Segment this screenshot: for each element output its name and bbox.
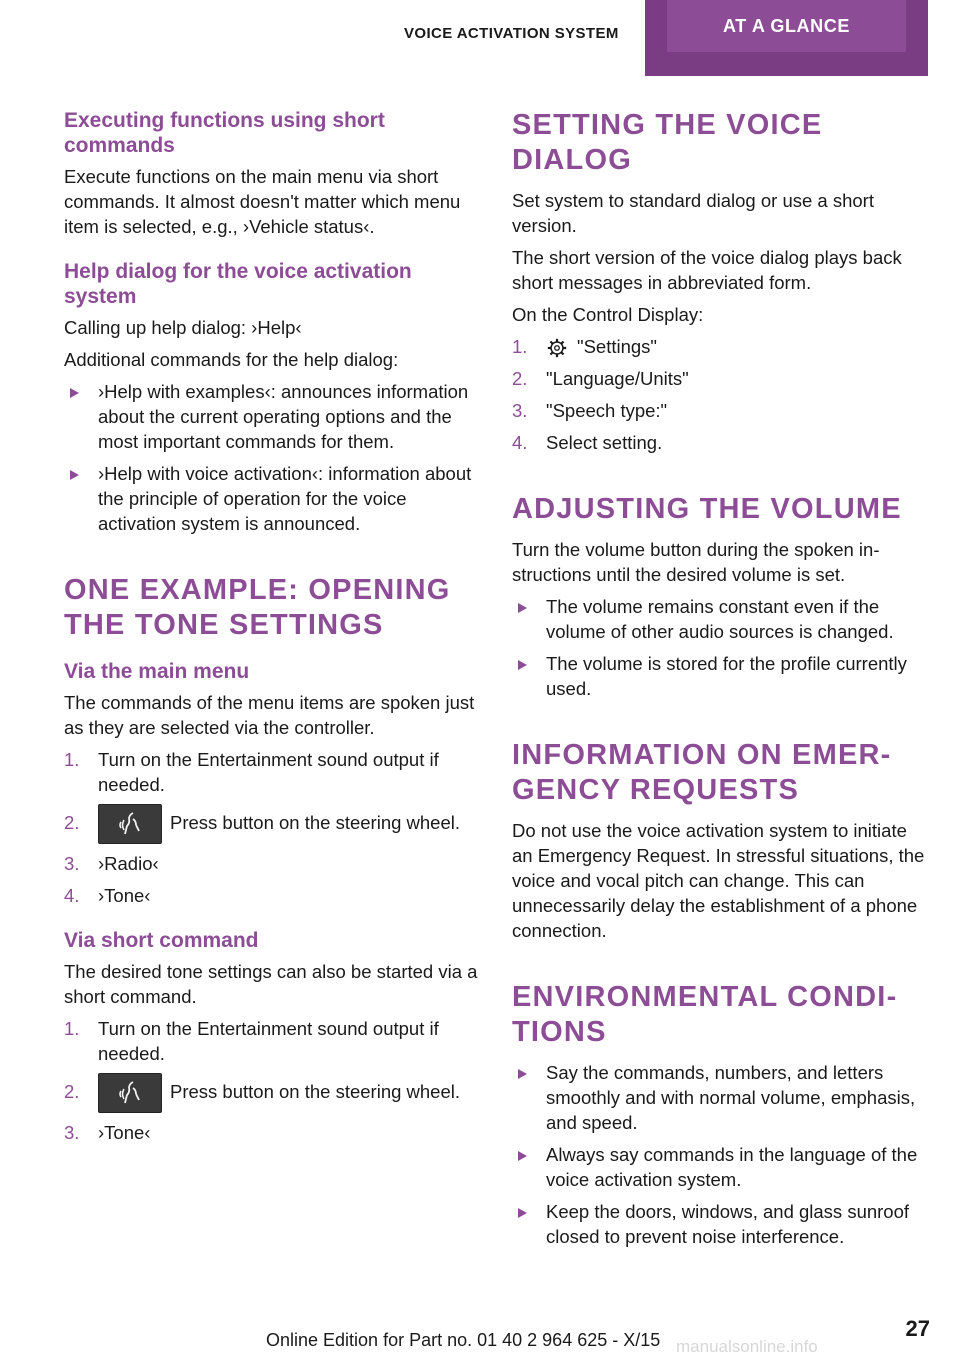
list-item: The volume remains constant even if the volume of other audio sources is changed. — [512, 594, 926, 644]
bullet-triangle-icon — [70, 388, 79, 398]
list-item: ›Help with voice activation‹: information about the principle of operation for the voice activation system is announced. — [64, 461, 480, 536]
bullet-triangle-icon — [518, 1208, 527, 1218]
list-item: 3. ›Radio‹ — [64, 853, 159, 875]
help-call-text: Calling up help dialog: ›Help‹ — [64, 317, 302, 338]
list-item: ›Help with examples‹: announces information about the current operating options and the most important commands for them. — [64, 379, 480, 454]
chapter-tab-label: AT A GLANCE — [667, 0, 906, 52]
voice-dialog-heading: SETTING THE VOICE DIALOG — [512, 109, 823, 176]
main-menu-text: The commands of the menu items are spoken just as they are selected via the controller. — [64, 692, 475, 738]
footer-edition: Online Edition for Part no. 01 40 2 964 625 - X/15 — [266, 1330, 661, 1350]
chapter-tab — [645, 0, 928, 76]
dialog-steps — [512, 334, 926, 455]
gear-icon — [546, 337, 568, 359]
dialog-text-3: On the Control Display: — [512, 304, 704, 325]
short-command-heading: Via short command — [64, 929, 259, 953]
list-item: 2. Press button on the steering wheel. — [64, 1073, 480, 1113]
dialog-text-1: Set system to standard dialog or use a short version. — [512, 190, 874, 236]
main-menu-steps — [64, 747, 480, 908]
exec-heading: Executing functions using short commands — [64, 109, 385, 157]
short-command-steps — [64, 1016, 480, 1145]
volume-bullet-list — [512, 594, 926, 701]
left-column — [64, 108, 480, 1152]
dialog-text-2: The short version of the voice dialog plays back short messages in abbreviated form. — [512, 247, 902, 293]
environment-heading: ENVIRONMENTAL CONDITIONS — [512, 981, 897, 1049]
main-menu-heading: Via the main menu — [64, 660, 250, 683]
bullet-triangle-icon — [518, 1151, 527, 1161]
example-heading: ONE EXAMPLE: OPENING THE TONE SETTINGS — [64, 574, 451, 641]
page-number: 27 — [905, 1316, 930, 1341]
emergency-heading: INFORMATION ON EMERGENCY REQUESTS — [512, 739, 891, 807]
list-item: The volume is stored for the profile currently used. — [512, 651, 926, 701]
short-command-text: The desired tone settings can also be started via a short command. — [64, 961, 478, 1008]
volume-heading: ADJUSTING THE VOLUME — [512, 493, 902, 526]
bullet-triangle-icon — [518, 660, 527, 670]
list-item: Always say commands in the language of the voice activation system. — [512, 1142, 926, 1192]
environment-bullet-list — [512, 1060, 926, 1249]
list-item: 1. "Settings" — [512, 334, 926, 359]
list-item: 3. "Speech type:" — [512, 400, 668, 422]
watermark: manualsonline.info — [676, 1337, 818, 1356]
list-item: 4. ›Tone‹ — [64, 885, 151, 907]
list-item: 2. Press button on the steering wheel. — [64, 804, 480, 844]
bullet-triangle-icon — [518, 1069, 527, 1079]
list-item: Say the commands, numbers, and letters smoothly and with normal volume, emphasis, and speed. — [512, 1060, 926, 1135]
bullet-triangle-icon — [518, 603, 527, 613]
help-heading: Help dialog for the voice activation system — [64, 260, 412, 308]
volume-text: Turn the volume button during the spoken instructions until the desired volume is set. — [512, 539, 880, 586]
emergency-text: Do not use the voice activation system to initiate an Emergency Request. In stressful situations, the voice and vocal pitch can change. This can unnecessarily delay the establishment of a phone connection. — [512, 820, 925, 942]
list-item: 4. Select setting. — [512, 432, 663, 454]
running-header: VOICE ACTIVATION SYSTEM — [404, 25, 619, 42]
right-column — [512, 108, 926, 1256]
list-item: Keep the doors, windows, and glass sunroof closed to prevent noise interference. — [512, 1199, 926, 1249]
bullet-triangle-icon — [70, 470, 79, 480]
help-additional-text: Additional commands for the help dialog: — [64, 349, 399, 370]
voice-activation-button-icon — [98, 1073, 162, 1113]
help-bullet-list — [64, 379, 480, 536]
list-item: 1. Turn on the Entertainment sound output if needed. — [64, 1018, 439, 1065]
list-item: 1. Turn on the Entertainment sound output if needed. — [64, 749, 439, 795]
exec-text: Execute functions on the main menu via short commands. It almost doesn't matter which menu item is selected, e.g., ›Vehicle status‹. — [64, 166, 461, 237]
list-item: 2. "Language/Units" — [512, 368, 689, 390]
voice-activation-button-icon — [98, 804, 162, 844]
list-item: 3. ›Tone‹ — [64, 1122, 151, 1144]
